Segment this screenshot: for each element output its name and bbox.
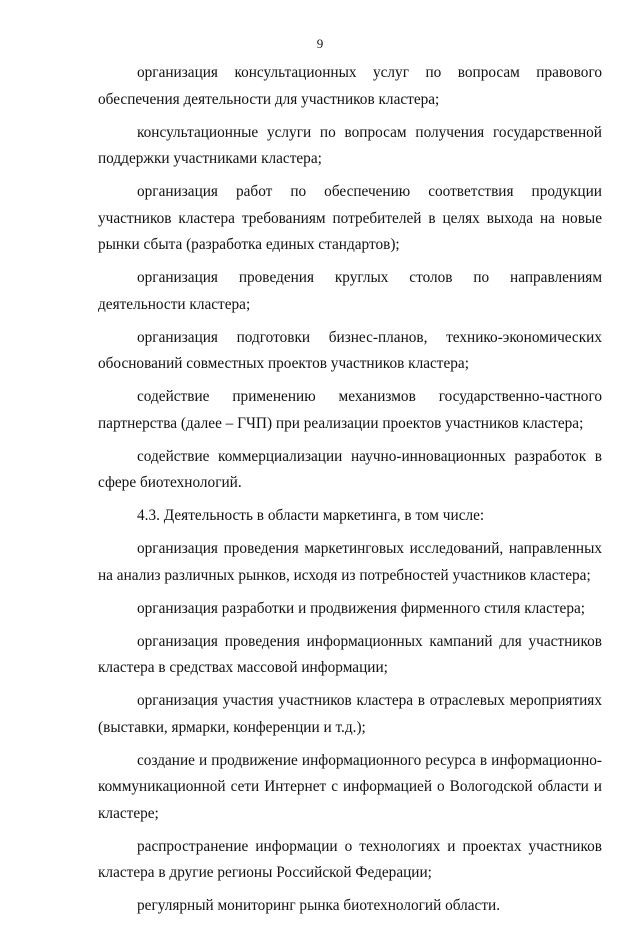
paragraph-industry-events: организация участия участников кластера в отраслевых мероприятиях (выставки, ярмарки, конференции и т.д.); xyxy=(98,692,602,736)
paragraph-legal-consulting: организация консультационных услуг по вопросам правового обеспечения деятельности для участников кластера; xyxy=(98,64,602,108)
paragraph-state-support-consulting: консультационные услуги по вопросам получения государственной поддержки участниками кластера; xyxy=(98,123,602,167)
paragraph-round-tables: организация проведения круглых столов по направлениям деятельности кластера; xyxy=(98,269,602,313)
paragraph-internet-resource: создание и продвижение информационного ресурса в информационно-коммуникационной сети Интернет с информацией о Вологодской области и кластере; xyxy=(98,751,602,822)
paragraph-commercialization: содействие коммерциализации научно-инновационных разработок в сфере биотехнологий. xyxy=(98,447,602,491)
paragraph-media-campaigns: организация проведения информационных кампаний для участников кластера в средствах массовой информации; xyxy=(98,632,602,676)
paragraph-information-dissemination: распространение информации о технологиях и проектах участников кластера в другие регионы Российской Федерации; xyxy=(98,837,602,881)
paragraph-product-compliance: организация работ по обеспечению соответствия продукции участников кластера требованиям потребителей в целях выхода на новые рынки сбыта (разработка единых стандартов); xyxy=(98,183,602,253)
paragraph-ppp-support: содействие применению механизмов государственно-частного партнерства (далее – ГЧП) при реализации проектов участников кластера; xyxy=(98,388,602,432)
page-number: 9 xyxy=(316,36,324,51)
paragraph-market-research: организация проведения маркетинговых исследований, направленных на анализ различных рынков, исходя из потребностей участников кластера; xyxy=(98,540,602,584)
section-heading-marketing: 4.3. Деятельность в области маркетинга, в том числе: xyxy=(137,507,485,524)
document-body xyxy=(98,60,602,926)
paragraph-market-monitoring: регулярный мониторинг рынка биотехнологий области. xyxy=(137,897,501,914)
paragraph-corporate-style: организация разработки и продвижения фирменного стиля кластера; xyxy=(137,599,586,617)
paragraph-business-plans: организация подготовки бизнес-планов, технико-экономических обоснований совместных проектов участников кластера; xyxy=(98,328,602,372)
